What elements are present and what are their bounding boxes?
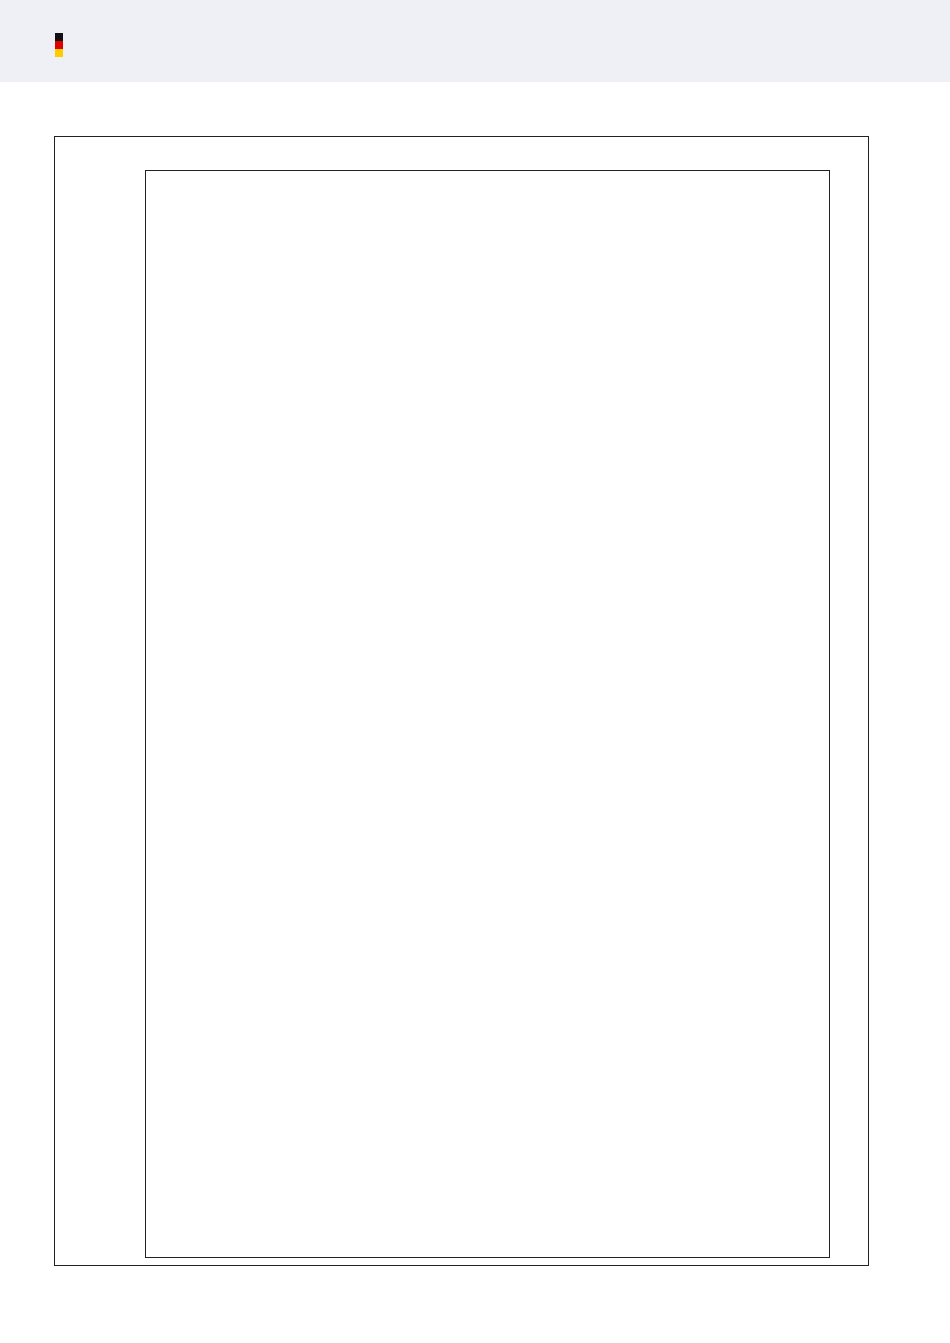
klemmensymbol-header — [585, 293, 605, 353]
klemmennummer-header — [548, 293, 568, 353]
terminal-table — [145, 170, 830, 1258]
ziel2-header — [634, 293, 654, 353]
nussbaum-logo — [66, 382, 106, 558]
ziel-header — [466, 293, 486, 353]
